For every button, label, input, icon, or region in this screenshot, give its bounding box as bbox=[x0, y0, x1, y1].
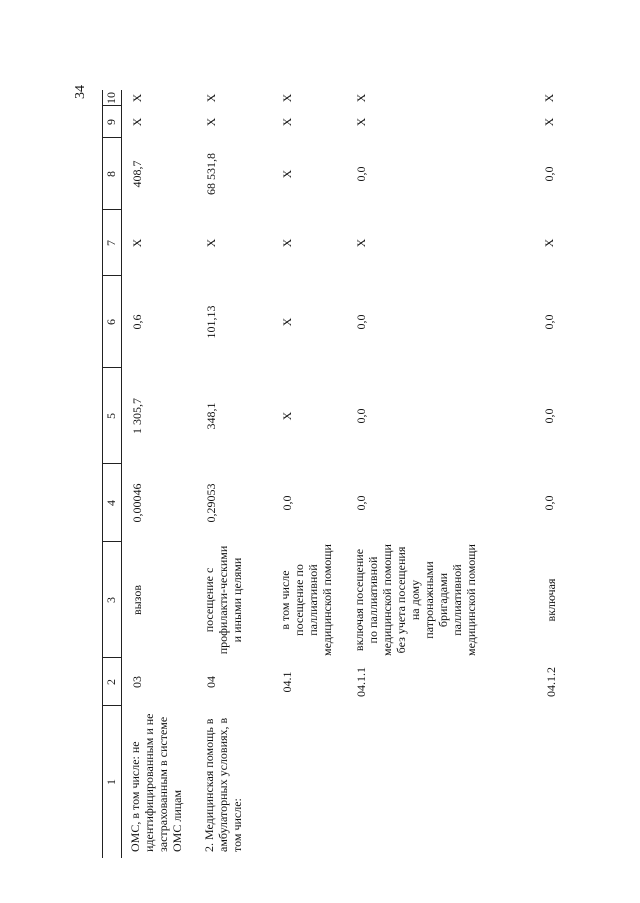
row-1-col-7: Х bbox=[130, 238, 144, 248]
row-5-col-7: Х bbox=[542, 238, 556, 248]
row-2-col-4: 0,29053 bbox=[204, 483, 218, 523]
row-2-col-9: Х bbox=[204, 117, 218, 127]
row-1-col-6: 0,6 bbox=[130, 314, 144, 330]
header-cell-5: 5 bbox=[104, 413, 118, 419]
row-1-col-2: 03 bbox=[130, 676, 144, 688]
row-2-col-5: 348,1 bbox=[204, 402, 218, 430]
row-1-col-8: 408,7 bbox=[130, 160, 144, 188]
row-3-col-4: 0,0 bbox=[280, 495, 294, 511]
row-4-col-5: 0,0 bbox=[354, 408, 368, 424]
row-3-col-7: Х bbox=[280, 238, 294, 248]
row-5-col-8: 0,0 bbox=[542, 166, 556, 182]
table-top-rule bbox=[102, 90, 103, 858]
row-5-col-2: 04.1.2 bbox=[544, 667, 558, 697]
row-4-col-8: 0,0 bbox=[354, 166, 368, 182]
row-2-col-7: Х bbox=[204, 238, 218, 248]
row-5-col-10: Х bbox=[542, 93, 556, 103]
row-5-col-4: 0,0 bbox=[542, 495, 556, 511]
header-cell-6: 6 bbox=[104, 319, 118, 325]
header-cell-8: 8 bbox=[104, 171, 118, 177]
row-3-col-9: Х bbox=[280, 117, 294, 127]
row-4-col-4: 0,0 bbox=[354, 495, 368, 511]
row-2-col-2: 04 bbox=[204, 676, 218, 688]
header-cell-1: 1 bbox=[104, 779, 118, 785]
row-1-col-10: Х bbox=[130, 93, 144, 103]
row-5-col-9: Х bbox=[542, 117, 556, 127]
row-4-col-2: 04.1.1 bbox=[354, 667, 368, 697]
row-5-col-3: включая bbox=[544, 578, 558, 622]
row-3-col-5: Х bbox=[280, 411, 294, 421]
row-3-col-10: Х bbox=[280, 93, 294, 103]
header-cell-7: 7 bbox=[104, 240, 118, 246]
row-5-col-6: 0,0 bbox=[542, 314, 556, 330]
header-cell-3: 3 bbox=[104, 597, 118, 603]
header-cell-9: 9 bbox=[104, 119, 118, 125]
row-2-col-6: 101,13 bbox=[204, 305, 218, 339]
rotated-table bbox=[102, 90, 576, 858]
row-1-col-5: 1 305,7 bbox=[130, 398, 144, 434]
header-cell-10: 10 bbox=[104, 92, 118, 104]
row-1-col-4: 0,00046 bbox=[130, 483, 144, 523]
header-bottom-rule bbox=[121, 90, 122, 858]
row-3-col-8: Х bbox=[280, 169, 294, 179]
row-2-col-3: посещение с профилакти-ческими и иными целями bbox=[202, 545, 244, 655]
row-5-col-5: 0,0 bbox=[542, 408, 556, 424]
row-1-col-9: Х bbox=[130, 117, 144, 127]
row-1-col-3: вызов bbox=[130, 584, 144, 616]
row-4-col-10: Х bbox=[354, 93, 368, 103]
row-4-col-7: Х bbox=[354, 238, 368, 248]
page-number: 34 bbox=[73, 85, 88, 99]
header-cell-2: 2 bbox=[104, 679, 118, 685]
row-4-col-6: 0,0 bbox=[354, 314, 368, 330]
row-4-col-3: включая посещение по паллиативной медицинской помощи без учета посещения на дому патронажными бригадами паллиативной медицинской помощи bbox=[352, 544, 478, 656]
row-2-col-1: 2. Медицинская помощь в амбулаторных условиях, в том числе: bbox=[202, 717, 244, 852]
row-3-col-6: Х bbox=[280, 317, 294, 327]
row-4-col-9: Х bbox=[354, 117, 368, 127]
row-3-col-3: в том числе посещение по паллиативной медицинской помощи bbox=[278, 544, 334, 656]
header-cell-4: 4 bbox=[104, 500, 118, 506]
row-1-col-1: ОМС, в том числе: не идентифицированным и не застрахованным в системе ОМС лицам bbox=[128, 713, 184, 852]
row-3-col-2: 04.1 bbox=[280, 671, 294, 693]
row-2-col-10: Х bbox=[204, 93, 218, 103]
row-2-col-8: 68 531,8 bbox=[204, 153, 218, 195]
